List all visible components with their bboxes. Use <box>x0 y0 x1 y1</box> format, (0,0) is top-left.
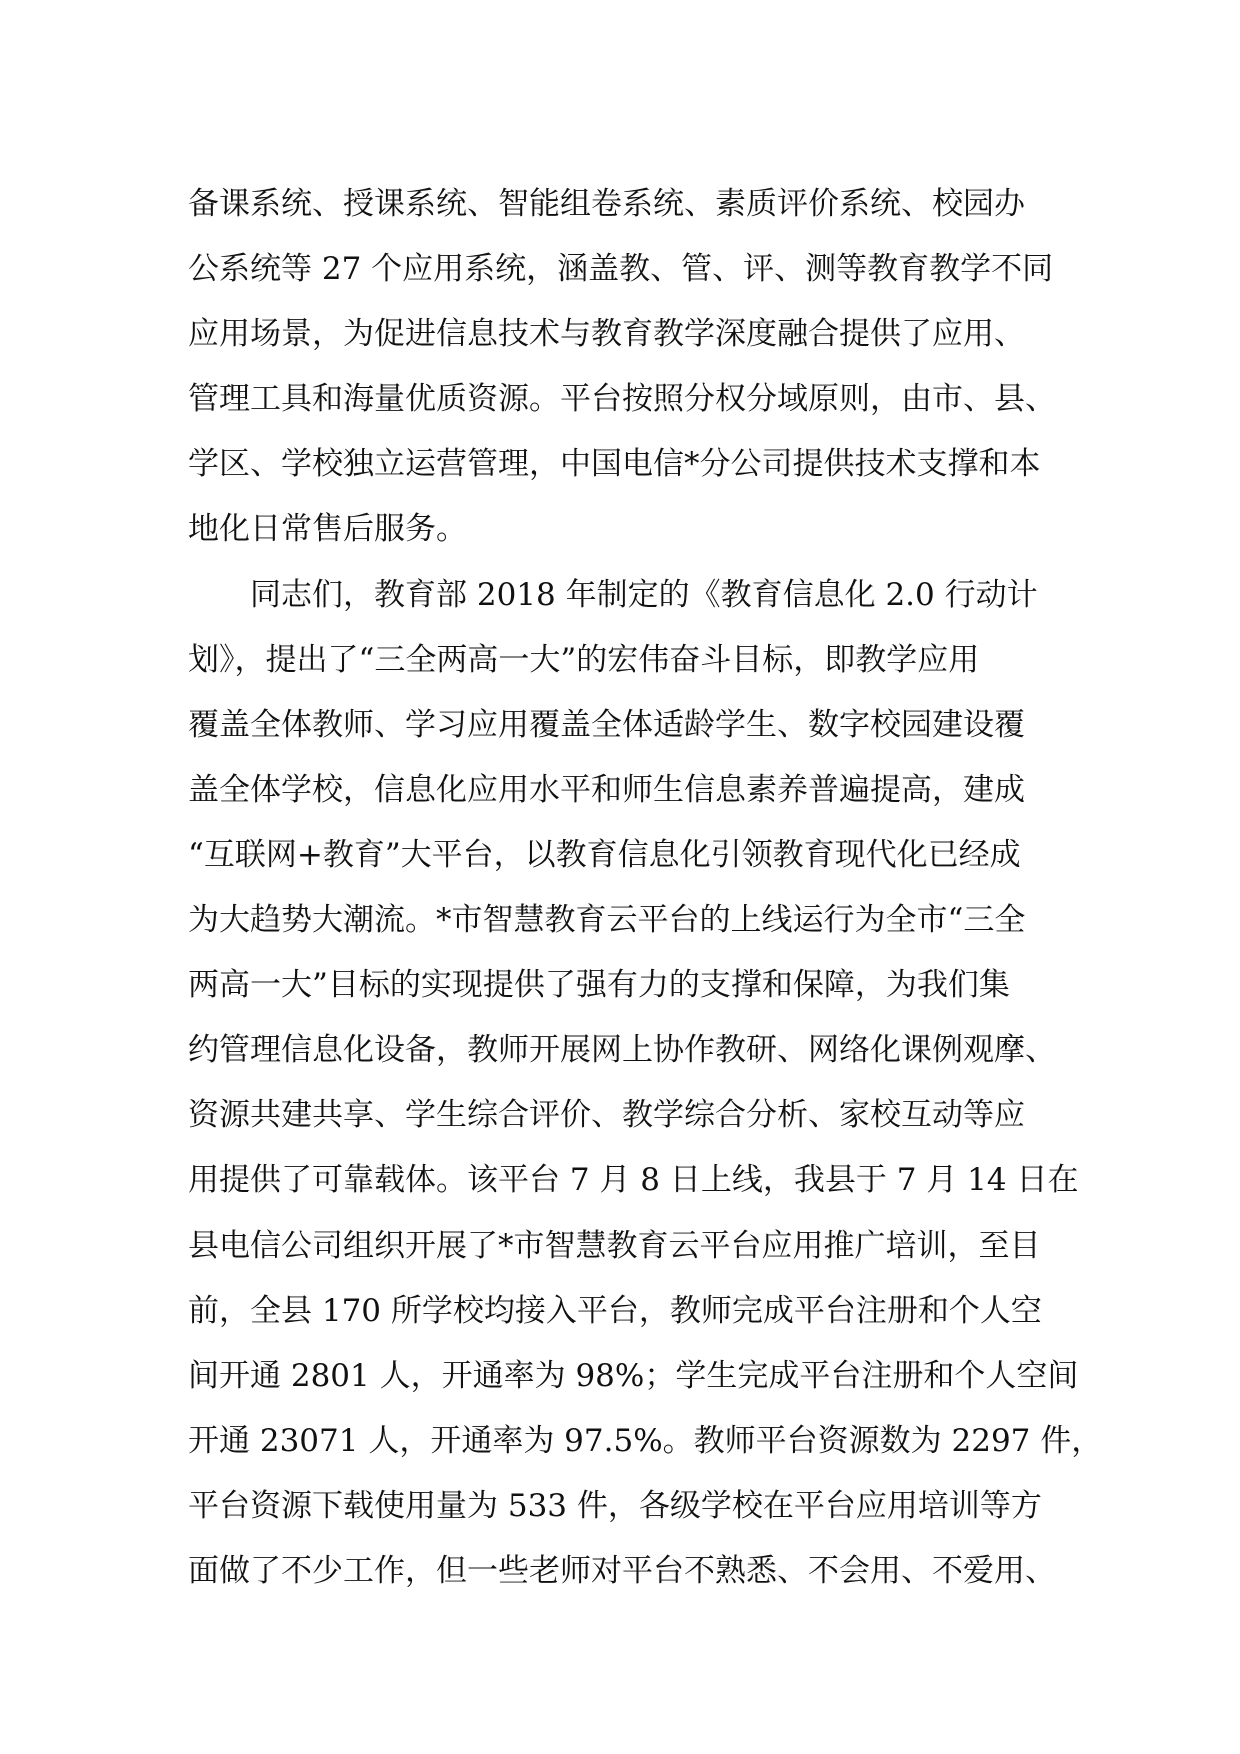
text-line: 平台资源下载使用量为 533 件，各级学校在平台应用培训等方 <box>188 1487 1042 1524</box>
text-line: 管理工具和海量优质资源。平台按照分权分域原则，由市、县、 <box>188 381 1056 418</box>
text-line: 前，全县 170 所学校均接入平台，教师完成平台注册和个人空 <box>188 1292 1042 1329</box>
text-line: 为大趋势大潮流。*市智慧教育云平台的上线运行为全市“三全 <box>188 902 1026 939</box>
text-line: 备课系统、授课系统、智能组卷系统、素质评价系统、校园办 <box>188 186 1025 222</box>
paragraph-first-line: 同志们，教育部 2018 年制定的《教育信息化 2.0 行动计 <box>250 576 1038 613</box>
text-line: 盖全体学校，信息化应用水平和师生信息素养普遍提高，建成 <box>188 771 1025 808</box>
text-line: “互联网+教育”大平台，以教育信息化引领教育现代化已经成 <box>188 836 1021 873</box>
text-line: 应用场景，为促进信息技术与教育教学深度融合提供了应用、 <box>188 316 1025 353</box>
text-line: 学区、学校独立运营管理，中国电信*分公司提供技术支撑和本 <box>188 446 1041 483</box>
text-line: 约管理信息化设备，教师开展网上协作教研、网络化课例观摩、 <box>188 1032 1056 1069</box>
text-line: 两高一大”目标的实现提供了强有力的支撑和保障，为我们集 <box>188 967 1010 1004</box>
text-line: 县电信公司组织开展了*市智慧教育云平台应用推广培训，至目 <box>188 1227 1041 1264</box>
text-line: 间开通 2801 人，开通率为 98%；学生完成平台注册和个人空间 <box>188 1357 1079 1394</box>
text-line: 用提供了可靠载体。该平台 7 月 8 日上线，我县于 7 月 14 日在 <box>188 1162 1079 1199</box>
text-line: 面做了不少工作，但一些老师对平台不熟悉、不会用、不爱用、 <box>188 1552 1056 1589</box>
text-line: 覆盖全体教师、学习应用覆盖全体适龄学生、数字校园建设覆 <box>188 706 1025 743</box>
text-line: 开通 23071 人，开通率为 97.5%。教师平台资源数为 2297 件， <box>188 1422 1103 1459</box>
text-line: 地化日常售后服务。 <box>188 511 467 548</box>
body-text <box>188 172 1103 1604</box>
text-line: 资源共建共享、学生综合评价、教学综合分析、家校互动等应 <box>188 1097 1025 1134</box>
text-line: 公系统等 27 个应用系统，涵盖教、管、评、测等教育教学不同 <box>188 251 1054 288</box>
text-line: 划》，提出了“三全两高一大”的宏伟奋斗目标，即教学应用 <box>188 641 980 678</box>
